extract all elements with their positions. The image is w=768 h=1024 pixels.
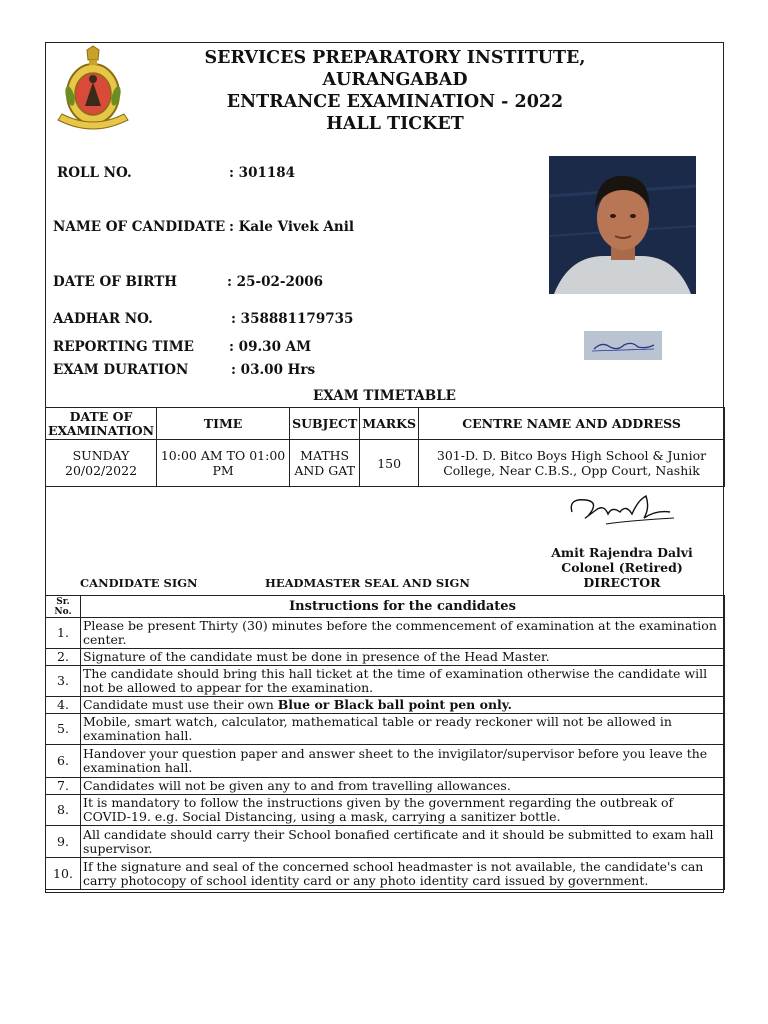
name-value: : Kale Vivek Anil [229,219,354,235]
reporting-time-label: REPORTING TIME [53,339,194,355]
director-signature [566,488,678,530]
institute-emblem-icon [52,44,134,138]
exam-marks: 150 [360,440,419,487]
instruction-text: All candidate should carry their School bonafied certificate and it should be submitted to exam hall supervisor. [81,826,725,858]
instructions-table [45,595,725,890]
roll-label: ROLL NO. [57,165,132,181]
sr-no-header: Sr. No. [46,596,81,618]
instruction-text: Candidates will not be given any to and from travelling allowances. [81,778,725,795]
aadhar-label: AADHAR NO. [53,311,153,327]
timetable-table [45,407,725,487]
institute-name: SERVICES PREPARATORY INSTITUTE, [204,48,586,68]
list-item: 5. Mobile, smart watch, calculator, mathematical table or ready reckoner will not be allowed in examination hall. [46,714,725,745]
instruction-text: Please be present Thirty (30) minutes before the commencement of examination at the examination center. [81,618,725,649]
list-item: 9. All candidate should carry their School bonafied certificate and it should be submitted to exam hall supervisor. [46,826,725,858]
director-title: DIRECTOR [583,575,661,590]
exam-centre: 301-D. D. Bitco Boys High School & Junior College, Near C.B.S., Opp Court, Nashik [419,440,725,487]
exam-date: 20/02/2022 [65,463,138,478]
candidate-photo [549,156,696,294]
list-item: 3. The candidate should bring this hall ticket at the time of examination otherwise the candidate will not be allowed to appear for the examination. [46,666,725,697]
instruction-text: Candidate must use their own Blue or Black ball point pen only. [81,697,725,714]
instruction-text: If the signature and seal of the concerned school headmaster is not available, the candidate's can carry photocopy of school identity card or any photo identity card issued by government. [81,858,725,890]
pen-requirement: Blue or Black ball point pen only. [277,697,512,712]
col-subject: SUBJECT [290,408,360,440]
instruction-text: It is mandatory to follow the instructions given by the government regarding the outbreak of COVID-19. e.g. Social Distancing, using a mask, carrying a sanitizer bottle. [81,795,725,826]
document-title: HALL TICKET [326,114,464,134]
list-item: 2. Signature of the candidate must be done in presence of the Head Master. [46,649,725,666]
exam-day: SUNDAY [72,448,130,463]
list-item: 4. Candidate must use their own Blue or Black ball point pen only. [46,697,725,714]
instruction-text: Signature of the candidate must be done in presence of the Head Master. [81,649,725,666]
col-marks: MARKS [360,408,419,440]
instruction-text: Handover your question paper and answer sheet to the invigilator/supervisor before you leave the examination hall. [81,745,725,778]
col-time: TIME [157,408,290,440]
institute-city: AURANGABAD [322,70,468,90]
list-item: 7. Candidates will not be given any to and from travelling allowances. [46,778,725,795]
dob-value: : 25-02-2006 [227,274,324,290]
timetable-heading: EXAM TIMETABLE [313,388,456,404]
reporting-time-value: : 09.30 AM [229,339,312,355]
instructions-heading: Instructions for the candidates [81,596,725,618]
instruction-text: The candidate should bring this hall ticket at the time of examination otherwise the candidate will not be allowed to appear for the examination. [81,666,725,697]
roll-value: : 301184 [229,165,296,181]
instruction-text: Mobile, smart watch, calculator, mathematical table or ready reckoner will not be allowed in examination hall. [81,714,725,745]
list-item: 6. Handover your question paper and answer sheet to the invigilator/supervisor before you leave the examination hall. [46,745,725,778]
exam-duration-label: EXAM DURATION [53,362,189,378]
exam-name: ENTRANCE EXAMINATION - 2022 [226,92,564,112]
exam-time: 10:00 AM TO 01:00 PM [157,440,290,487]
dob-label: DATE OF BIRTH [53,274,178,290]
headmaster-sign-label: HEADMASTER SEAL AND SIGN [265,576,470,590]
candidate-sign-label: CANDIDATE SIGN [80,576,198,590]
col-centre: CENTRE NAME AND ADDRESS [419,408,725,440]
candidate-signature-thumbnail [584,331,662,360]
director-rank: Colonel (Retired) [561,560,683,575]
exam-date-cell [46,440,157,487]
list-item: 10. If the signature and seal of the concerned school headmaster is not available, the candidate's can carry photocopy of school identity card or any photo identity card issued by government. [46,858,725,890]
name-label: NAME OF CANDIDATE [53,219,226,235]
list-item: 1. Please be present Thirty (30) minutes before the commencement of examination at the examination center. [46,618,725,649]
col-date: DATE OF EXAMINATION [46,408,157,440]
exam-duration-value: : 03.00 Hrs [231,362,316,378]
exam-subject: MATHS AND GAT [290,440,360,487]
director-name: Amit Rajendra Dalvi [551,545,693,560]
table-row [46,440,725,487]
aadhar-value: : 358881179735 [231,311,354,327]
list-item: 8. It is mandatory to follow the instructions given by the government regarding the outbreak of COVID-19. e.g. Social Distancing, using a mask, carrying a sanitizer bottle. [46,795,725,826]
